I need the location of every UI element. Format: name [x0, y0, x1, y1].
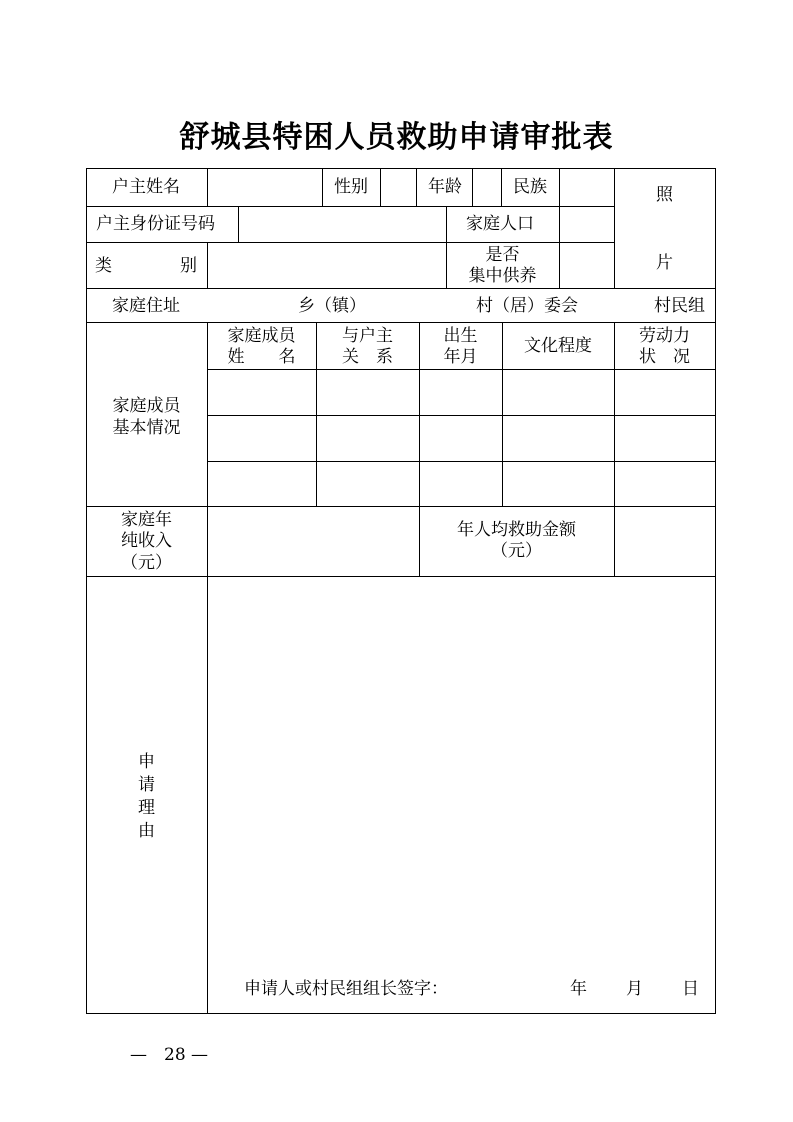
label-members-2: 基本情况: [112, 418, 181, 438]
col-line: [614, 168, 615, 288]
date-day: 日: [682, 979, 699, 999]
signature-label: 申请人或村民组组长签字：: [244, 979, 448, 999]
col-line: [380, 168, 381, 206]
col-header-education: 文化程度: [524, 336, 592, 356]
date-year: 年: [570, 979, 587, 999]
label-aid-1: 年人均救助金额: [457, 520, 576, 540]
table-border-left: [86, 168, 87, 1014]
label-id-number: 户主身份证号码: [96, 214, 215, 234]
label-centralized-1: 是否: [485, 245, 520, 265]
col-line: [501, 168, 502, 206]
label-group: 村民组: [654, 296, 705, 316]
col-header-name-2: 姓 名: [227, 347, 296, 367]
col-header-birth-1: 出生: [443, 326, 478, 346]
label-photo-bottom: 片: [656, 253, 673, 273]
label-age: 年龄: [428, 177, 462, 197]
label-photo-top: 照: [656, 185, 673, 205]
col-line: [207, 322, 208, 1013]
row-line: [207, 415, 716, 416]
label-gender: 性别: [334, 177, 368, 197]
col-header-relation-2: 关 系: [342, 347, 393, 367]
label-category-b: 别: [180, 256, 197, 276]
row-line: [86, 206, 614, 207]
label-category-a: 类: [95, 256, 112, 276]
table-border-top: [86, 168, 716, 169]
col-line: [238, 206, 239, 242]
row-line: [86, 506, 716, 507]
label-head-name: 户主姓名: [112, 177, 180, 197]
form-title: 舒城县特困人员救助申请审批表: [179, 120, 614, 155]
row-line: [86, 288, 716, 289]
label-members-1: 家庭成员: [112, 396, 181, 416]
col-line: [416, 168, 417, 206]
col-header-labor-1: 劳动力: [639, 326, 690, 346]
row-line: [207, 461, 716, 462]
label-reason-2: 请: [138, 775, 155, 795]
label-centralized-2: 集中供养: [468, 266, 537, 286]
col-header-labor-2: 状 况: [639, 347, 690, 367]
page-number: — 28 —: [130, 1045, 209, 1065]
col-line: [207, 168, 208, 206]
label-reason-3: 理: [138, 798, 155, 818]
label-aid-2: （元）: [491, 541, 542, 561]
label-township: 乡（镇）: [298, 296, 366, 316]
label-reason-4: 由: [138, 821, 155, 841]
col-header-relation-1: 与户主: [342, 326, 393, 346]
row-line: [207, 369, 716, 370]
col-line: [472, 168, 473, 206]
label-income-3: （元）: [121, 553, 172, 573]
label-village: 村（居）委会: [476, 296, 578, 316]
row-line: [86, 242, 614, 243]
col-line: [207, 242, 208, 288]
row-line: [86, 322, 716, 323]
date-month: 月: [626, 979, 643, 999]
label-address: 家庭住址: [112, 296, 180, 316]
col-header-name-1: 家庭成员: [227, 326, 296, 346]
label-income-2: 纯收入: [121, 531, 172, 551]
col-header-birth-2: 年月: [443, 347, 478, 367]
label-income-1: 家庭年: [121, 510, 172, 530]
label-ethnicity: 民族: [513, 177, 547, 197]
col-line: [559, 168, 560, 288]
table-border-bottom: [86, 1013, 716, 1014]
table-border-right: [715, 168, 716, 1014]
label-household-size: 家庭人口: [466, 214, 534, 234]
col-line: [322, 168, 323, 206]
label-reason-1: 申: [138, 752, 155, 772]
row-line: [86, 576, 716, 577]
